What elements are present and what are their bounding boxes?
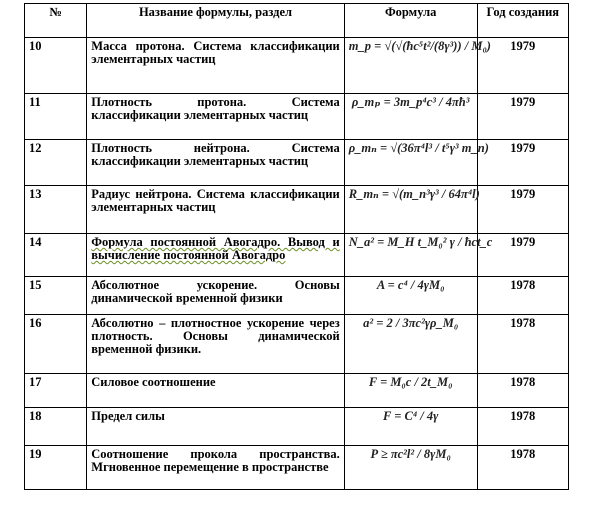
- row-num: 11: [25, 94, 87, 140]
- row-year: 1978: [477, 446, 568, 490]
- row-num: 17: [25, 374, 87, 408]
- document-page: [24, 3, 569, 490]
- table-row: [25, 140, 569, 186]
- row-year: 1979: [477, 234, 568, 277]
- row-name: Абсолютное ускорение. Основы динамической временной физики: [87, 277, 344, 315]
- table-row: [25, 94, 569, 140]
- row-name: Предел силы: [87, 408, 344, 446]
- row-name: Плотность нейтрона. Система классификации элементарных частиц: [87, 140, 344, 186]
- row-name: Соотношение прокола пространства. Мгновенное перемещение в пространстве: [87, 446, 344, 490]
- table-row: [25, 408, 569, 446]
- row-name: Абсолютно – плотностное ускорение через плотность. Основы динамической временной физики.: [87, 315, 344, 374]
- row-formula: ρ_mₙ = √(36π⁴l³ / t⁵γ³ m_n): [344, 140, 477, 186]
- row-year: 1978: [477, 315, 568, 374]
- row-year: 1978: [477, 374, 568, 408]
- row-num: 15: [25, 277, 87, 315]
- row-num: 16: [25, 315, 87, 374]
- row-formula: P ≥ πc²l² / 8γM₀: [344, 446, 477, 490]
- row-num: 10: [25, 38, 87, 94]
- row-year: 1979: [477, 94, 568, 140]
- row-num: 13: [25, 186, 87, 234]
- table-row: [25, 315, 569, 374]
- header-year: Год создания: [477, 4, 568, 38]
- formula-table: [24, 3, 569, 490]
- header-name: Название формулы, раздел: [87, 4, 344, 38]
- row-year: 1978: [477, 408, 568, 446]
- row-year: 1979: [477, 38, 568, 94]
- row-formula: A = c⁴ / 4γM₀: [344, 277, 477, 315]
- table-row: [25, 234, 569, 277]
- row-year: 1979: [477, 186, 568, 234]
- row-name: Формула постоянной Авогадро. Вывод и вычисление постоянной Авогадро: [87, 234, 344, 277]
- row-num: 18: [25, 408, 87, 446]
- row-name: Масса протона. Система классификации элементарных частиц: [87, 38, 344, 94]
- header-formula: Формула: [344, 4, 477, 38]
- table-row: [25, 446, 569, 490]
- table-row: [25, 277, 569, 315]
- row-formula: R_mₙ = √(m_n³γ³ / 64π⁴l): [344, 186, 477, 234]
- header-num: №: [25, 4, 87, 38]
- table-header-row: [25, 4, 569, 38]
- table-row: [25, 186, 569, 234]
- row-name: Радиус нейтрона. Система классификации элементарных частиц: [87, 186, 344, 234]
- row-year: 1979: [477, 140, 568, 186]
- row-formula: N_a² = M_H t_M₀² γ / ħct_c: [344, 234, 477, 277]
- row-formula: F = C⁴ / 4γ: [344, 408, 477, 446]
- table-row: [25, 374, 569, 408]
- row-num: 19: [25, 446, 87, 490]
- row-formula: F = M₀c / 2t_M₀: [344, 374, 477, 408]
- row-formula: ρ_mₚ = 3m_p⁴c³ / 4πħ³: [344, 94, 477, 140]
- row-year: 1978: [477, 277, 568, 315]
- row-name: Силовое соотношение: [87, 374, 344, 408]
- table-row: [25, 38, 569, 94]
- row-formula: a² = 2 / 3πc²γρ_M₀: [344, 315, 477, 374]
- row-formula: m_p = √(√(ħc⁵t²/(8γ³)) / M₀): [344, 38, 477, 94]
- row-num: 14: [25, 234, 87, 277]
- row-name: Плотность протона. Система классификации элементарных частиц: [87, 94, 344, 140]
- row-num: 12: [25, 140, 87, 186]
